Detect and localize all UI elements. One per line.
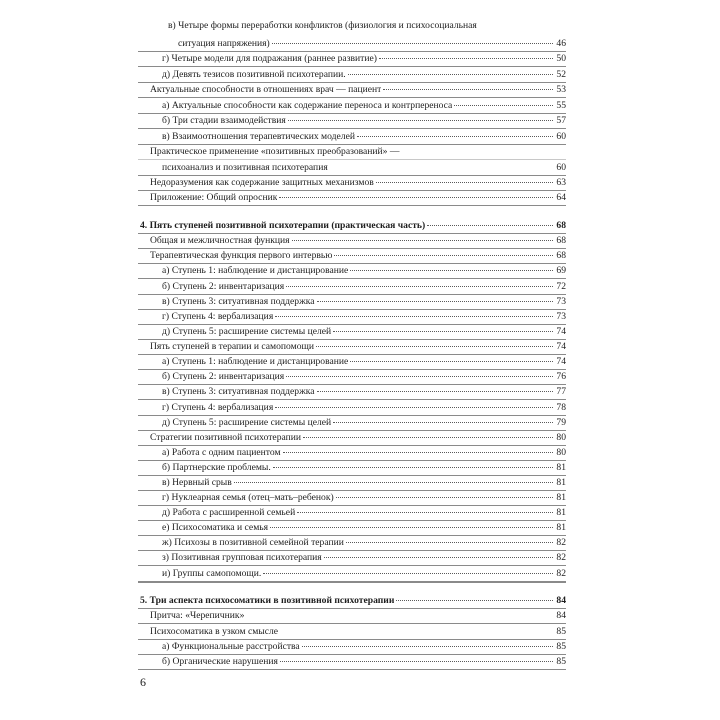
toc-entry-label: д) Ступень 5: расширение системы целей [162,417,332,428]
toc-entry [150,83,566,97]
dot-leader [302,646,554,647]
toc-entry-label: 5. Три аспекта психосоматики в позитивной психотерапии [140,595,395,606]
toc-entry-label: б) Партнерские проблемы. [162,462,271,473]
toc-page-number: 63 [556,177,566,188]
toc-entry-label: г) Ступень 4: вербализация [162,311,274,322]
toc-row [0,249,720,263]
toc-row [0,52,720,66]
toc-page-number: 80 [556,447,566,458]
toc-row [0,461,720,475]
toc-page-number: 77 [556,386,566,397]
toc-page-number: 84 [556,595,566,606]
toc-entry-label: г) Четыре модели для подражания (раннее развитие) [162,53,377,64]
toc-row [0,385,720,399]
toc-page-number: 52 [556,69,566,80]
dot-leader [317,301,554,302]
toc-entry [150,249,566,263]
toc-page-number: 73 [556,296,566,307]
toc-entry-label: г) Ступень 4: вербализация [162,402,274,413]
toc-row [0,491,720,505]
dot-leader [333,331,553,332]
toc-entry-label: в) Взаимоотношения терапевтических моделей [162,131,355,142]
toc-entry [162,295,566,309]
toc-row [0,37,720,51]
toc-page-number: 82 [556,568,566,579]
toc-page-number: 81 [556,522,566,533]
toc-entry-label: а) Ступень 1: наблюдение и дистанцирование [162,356,349,367]
row-rule [138,66,566,67]
toc-entry-label: Общая и межличностная функция [150,235,290,246]
row-rule [138,128,566,129]
toc-entry-label: Пять ступеней в терапии и самопомощи [150,341,315,352]
toc-row [0,340,720,354]
dot-leader [350,361,553,362]
toc-entry [150,625,566,639]
toc-entry-label: психоанализ и позитивная психотерапия [162,162,328,173]
toc-page-number: 72 [556,281,566,292]
section-divider [138,582,566,583]
toc-entry-label: а) Ступень 1: наблюдение и дистанцирование [162,265,349,276]
toc-entry [162,476,566,490]
toc-page-number: 74 [556,326,566,337]
dot-leader [348,74,554,75]
toc-row [0,99,720,113]
dot-leader [272,43,554,44]
toc-entry-label: е) Психосоматика и семья [162,522,269,533]
toc-row [0,176,720,190]
toc-page-number: 60 [556,162,566,173]
toc-entry [162,264,566,278]
toc-page-number: 79 [556,417,566,428]
toc-entry-label: а) Работа с одним пациентом [162,447,281,458]
toc-row [0,370,720,384]
toc-page-number: 81 [556,477,566,488]
toc-entry [162,401,566,415]
toc-entry [162,68,566,82]
toc-entry [150,431,566,445]
toc-page-number: 53 [556,84,566,95]
dot-leader [275,407,553,408]
toc-entry [162,416,566,430]
toc-entry-label: г) Нуклеарная семья (отец–мать–ребенок) [162,492,334,503]
toc-row [0,355,720,369]
toc-page-number: 68 [556,235,566,246]
toc-row [0,310,720,324]
dot-leader [336,497,554,498]
toc-page-number: 85 [556,656,566,667]
toc-page-number: 81 [556,507,566,518]
toc-entry [150,609,566,623]
toc-entry [162,114,566,128]
toc-entry-label: в) Нервный срыв [162,477,232,488]
toc-entry [162,521,566,535]
toc-entry [162,161,566,175]
toc-row [0,234,720,248]
row-rule [138,669,566,670]
toc-entry [162,355,566,369]
toc-row [0,325,720,339]
toc-page-number: 85 [556,641,566,652]
dot-leader [303,437,553,438]
toc-chapter-row [0,594,720,608]
toc-entry-label: д) Ступень 5: расширение системы целей [162,326,332,337]
toc-row [0,521,720,535]
dot-leader [317,391,554,392]
toc-entry-label: Притча: «Черепичник» [150,610,245,621]
toc-page-number: 64 [556,192,566,203]
toc-row [0,145,720,159]
toc-entry [150,176,566,190]
toc-entry [162,280,566,294]
dot-leader [273,467,554,468]
toc-page-number: 50 [556,53,566,64]
dot-leader [263,573,553,574]
dot-leader [350,270,553,271]
dot-leader [316,346,553,347]
toc-page-number: 68 [556,220,566,231]
toc-page-number: 46 [556,38,566,49]
toc-entry [162,370,566,384]
dot-leader [234,482,554,483]
toc-row [0,536,720,550]
toc-entry [150,340,566,354]
toc-entry-label: в) Ступень 3: ситуативная поддержка [162,296,315,307]
toc-entry [140,219,566,233]
toc-chapter-row [0,219,720,233]
toc-page-number: 69 [556,265,566,276]
toc-row [0,567,720,581]
toc-page-number: 74 [556,356,566,367]
toc-page-number: 80 [556,432,566,443]
toc-entry [162,551,566,565]
toc-row [0,609,720,623]
toc-entry-label: д) Девять тезисов позитивной психотерапии. [162,69,346,80]
toc-page-number: 82 [556,552,566,563]
toc-entry [162,52,566,66]
toc-entry-label: ж) Психозы в позитивной семейной терапии [162,537,344,548]
toc-row [0,640,720,654]
toc-entry-label: б) Ступень 2: инвентаризация [162,371,285,382]
toc-entry-label: Недоразумения как содержание защитных механизмов [150,177,374,188]
row-rule [138,159,566,160]
dot-leader [283,452,554,453]
toc-entry-label: Приложение: Общий опросник [150,192,278,203]
toc-entry-label: Психосоматика в узком смысле [150,626,279,637]
toc-entry-label: б) Три стадии взаимодействия [162,115,286,126]
dot-leader [379,58,553,59]
dot-leader [334,255,553,256]
toc-row [0,506,720,520]
toc-entry-label: Практическое применение «позитивных преобразований» — [150,146,400,157]
dot-leader [286,376,553,377]
toc-row [0,655,720,669]
toc-entry-label: б) Органические нарушения [162,656,278,667]
toc-entry-label: в) Ступень 3: ситуативная поддержка [162,386,315,397]
toc-row [0,476,720,490]
toc-row [0,295,720,309]
section-divider [138,205,566,206]
toc-row [0,130,720,144]
toc-row [0,83,720,97]
toc-entry-label: Актуальные способности в отношениях врач — пациент [150,84,382,95]
toc-page-number: 68 [556,250,566,261]
toc-entry [162,461,566,475]
toc-entry [162,536,566,550]
toc-row [0,416,720,430]
toc-entry-label: 4. Пять ступеней позитивной психотерапии (практическая часть) [140,220,426,231]
dot-leader [279,197,553,198]
toc-entry [162,385,566,399]
toc-row [0,19,720,33]
toc-entry [162,640,566,654]
toc-row [0,401,720,415]
dot-leader [396,600,553,601]
toc-entry-label: Терапевтическая функция первого интервью [150,250,333,261]
toc-page-number: 76 [556,371,566,382]
dot-leader [324,557,554,558]
toc-entry-label: б) Ступень 2: инвентаризация [162,281,285,292]
dot-leader [297,512,553,513]
row-rule [138,565,566,566]
toc-row [0,280,720,294]
dot-leader [346,542,554,543]
toc-row [0,625,720,639]
toc-entry [162,99,566,113]
toc-page-number: 84 [556,610,566,621]
toc-entry [162,506,566,520]
toc-entry [162,567,566,581]
toc-page-number: 81 [556,492,566,503]
row-rule [138,97,566,98]
row-rule [138,278,566,279]
toc-entry-label: з) Позитивная групповая психотерапия [162,552,322,563]
dot-leader [275,316,553,317]
toc-entry [162,130,566,144]
toc-entry-label: и) Группы самопомощи. [162,568,262,579]
toc-row [0,446,720,460]
toc-entry [150,191,566,205]
toc-row [0,191,720,205]
dot-leader [454,105,553,106]
toc-page-number: 81 [556,462,566,473]
toc-entry-label: ситуация напряжения) [178,38,270,49]
dot-leader [292,240,554,241]
toc-row [0,68,720,82]
toc-entry [162,446,566,460]
dot-leader [383,89,553,90]
row-rule [138,399,566,400]
toc-page-number: 74 [556,341,566,352]
toc-page-number: 82 [556,537,566,548]
toc-entry-label: а) Актуальные способности как содержание переноса и контрпереноса [162,100,453,111]
toc-row [0,161,720,175]
page-number: 6 [140,675,146,689]
toc-entry [162,655,566,669]
row-rule [138,623,566,624]
toc-row [0,114,720,128]
toc-entry [178,37,566,51]
toc-entry-label: а) Функциональные расстройства [162,641,300,652]
toc-page-number: 57 [556,115,566,126]
toc-entry-label: д) Работа с расширенной семьей [162,507,296,518]
toc-row [0,431,720,445]
toc-page-number: 78 [556,402,566,413]
toc-page-number: 85 [556,626,566,637]
dot-leader [333,422,553,423]
toc-page-number: 60 [556,131,566,142]
dot-leader [280,661,554,662]
dot-leader [286,286,553,287]
dot-leader [427,225,553,226]
toc-page-number: 73 [556,311,566,322]
toc-entry [162,491,566,505]
dot-leader [270,527,553,528]
toc-entry [162,325,566,339]
toc-entry [162,310,566,324]
toc-entry-label: Стратегии позитивной психотерапии [150,432,302,443]
dot-leader [376,182,554,183]
toc-entry-label: в) Четыре формы переработки конфликтов (физиология и психосоциальная [168,20,477,31]
toc-entry [150,234,566,248]
toc-entry [140,594,566,608]
dot-leader [357,136,553,137]
dot-leader [288,120,554,121]
toc-row [0,264,720,278]
toc-row [0,551,720,565]
toc-page-number: 55 [556,100,566,111]
